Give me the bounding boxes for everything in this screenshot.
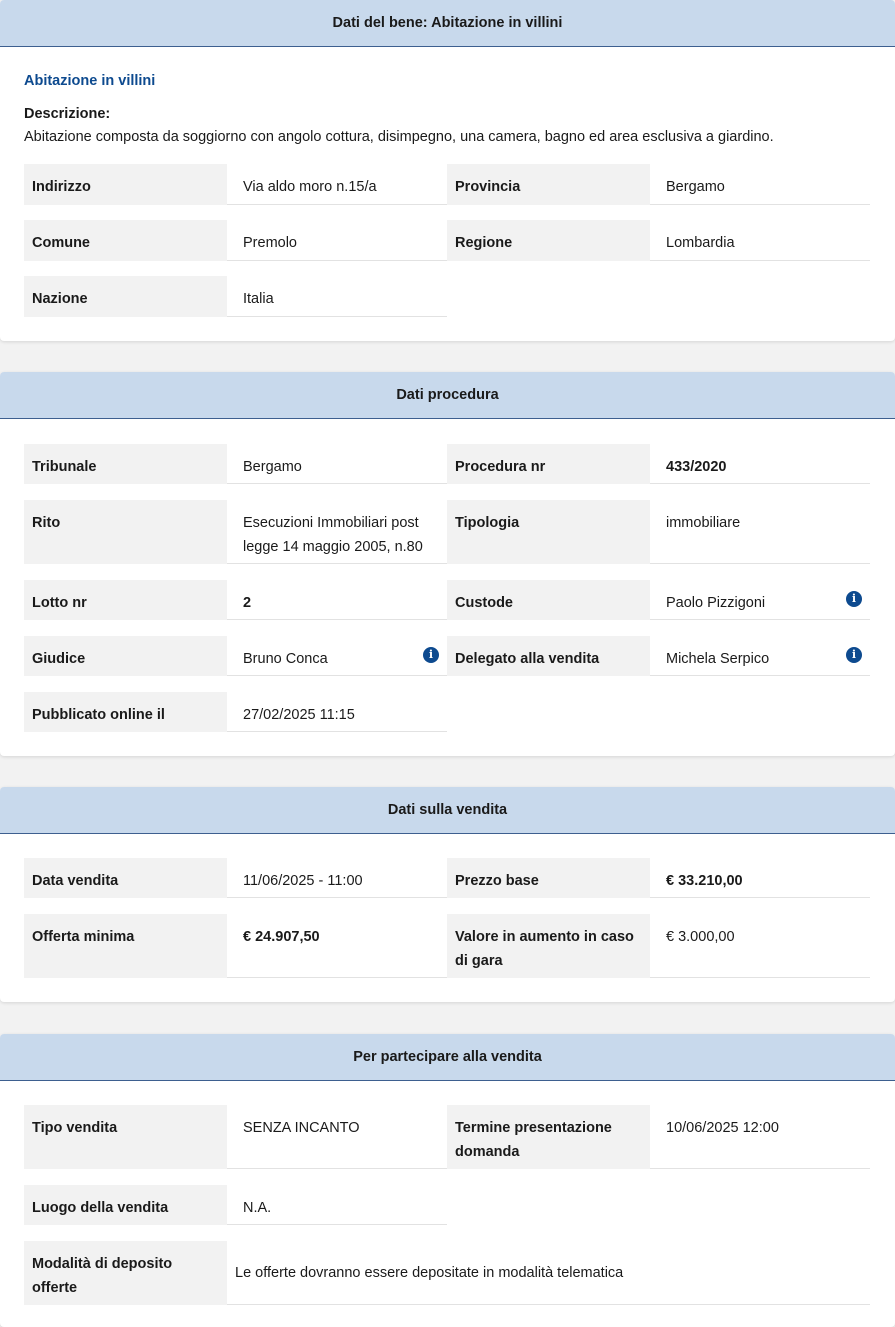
modalita-deposito-label: Modalità di deposito offerte — [24, 1241, 227, 1305]
custode-value: Paolo Pizzigoni — [650, 580, 870, 620]
offerta-minima-label: Offerta minima — [24, 914, 227, 978]
delegato-info-icon[interactable]: i — [846, 647, 862, 663]
data-vendita-label: Data vendita — [24, 858, 227, 898]
indirizzo-value: Via aldo moro n.15/a — [227, 164, 447, 205]
modalita-deposito-value: Le offerte dovranno essere depositate in modalità telematica — [227, 1241, 870, 1305]
card-header-dati-vendita: Dati sulla vendita — [0, 787, 895, 834]
tribunale-label: Tribunale — [24, 444, 227, 484]
regione-value: Lombardia — [650, 220, 870, 261]
nazione-label: Nazione — [24, 276, 227, 317]
lotto-label: Lotto nr — [24, 580, 227, 620]
comune-label: Comune — [24, 220, 227, 261]
card-header-dati-procedura: Dati procedura — [0, 372, 895, 419]
delegato-label: Delegato alla vendita — [447, 636, 650, 676]
card-dati-bene — [0, 0, 895, 341]
giudice-info-icon[interactable]: i — [423, 647, 439, 663]
giudice-value: Bruno Conca — [227, 636, 447, 676]
valore-aumento-value: € 3.000,00 — [650, 914, 870, 978]
card-dati-vendita — [0, 787, 895, 1002]
rito-label: Rito — [24, 500, 227, 564]
luogo-vendita-value: N.A. — [227, 1185, 447, 1225]
luogo-vendita-label: Luogo della vendita — [24, 1185, 227, 1225]
card-dati-procedura — [0, 372, 895, 756]
nazione-value: Italia — [227, 276, 447, 317]
regione-label: Regione — [447, 220, 650, 261]
card-header-dati-bene: Dati del bene: Abitazione in villini — [0, 0, 895, 47]
pubblicato-value: 27/02/2025 11:15 — [227, 692, 447, 732]
rito-value: Esecuzioni Immobiliari post legge 14 maggio 2005, n.80 — [227, 500, 447, 564]
custode-info-icon[interactable]: i — [846, 591, 862, 607]
tipo-vendita-label: Tipo vendita — [24, 1105, 227, 1169]
provincia-label: Provincia — [447, 164, 650, 205]
prezzo-base-label: Prezzo base — [447, 858, 650, 898]
termine-label: Termine presentazione domanda — [447, 1105, 650, 1169]
procedura-nr-label: Procedura nr — [447, 444, 650, 484]
pubblicato-label: Pubblicato online il — [24, 692, 227, 732]
custode-label: Custode — [447, 580, 650, 620]
property-subtitle: Abitazione in villini — [24, 73, 156, 89]
description-text: Abitazione composta da soggiorno con angolo cottura, disimpegno, una camera, bagno ed area esclusiva a giardino. — [24, 129, 774, 145]
delegato-value: Michela Serpico — [650, 636, 870, 676]
data-vendita-value: 11/06/2025 - 11:00 — [227, 858, 447, 898]
termine-value: 10/06/2025 12:00 — [650, 1105, 870, 1169]
tipologia-value: immobiliare — [650, 500, 870, 564]
tribunale-value: Bergamo — [227, 444, 447, 484]
giudice-label: Giudice — [24, 636, 227, 676]
card-partecipare-vendita — [0, 1034, 895, 1327]
valore-aumento-label: Valore in aumento in caso di gara — [447, 914, 650, 978]
procedura-nr-value: 433/2020 — [650, 444, 870, 484]
prezzo-base-value: € 33.210,00 — [650, 858, 870, 898]
indirizzo-label: Indirizzo — [24, 164, 227, 205]
provincia-value: Bergamo — [650, 164, 870, 205]
card-header-partecipare: Per partecipare alla vendita — [0, 1034, 895, 1081]
tipo-vendita-value: SENZA INCANTO — [227, 1105, 447, 1169]
comune-value: Premolo — [227, 220, 447, 261]
offerta-minima-value: € 24.907,50 — [227, 914, 447, 978]
description-label: Descrizione: — [24, 106, 111, 122]
lotto-value: 2 — [227, 580, 447, 620]
tipologia-label: Tipologia — [447, 500, 650, 564]
